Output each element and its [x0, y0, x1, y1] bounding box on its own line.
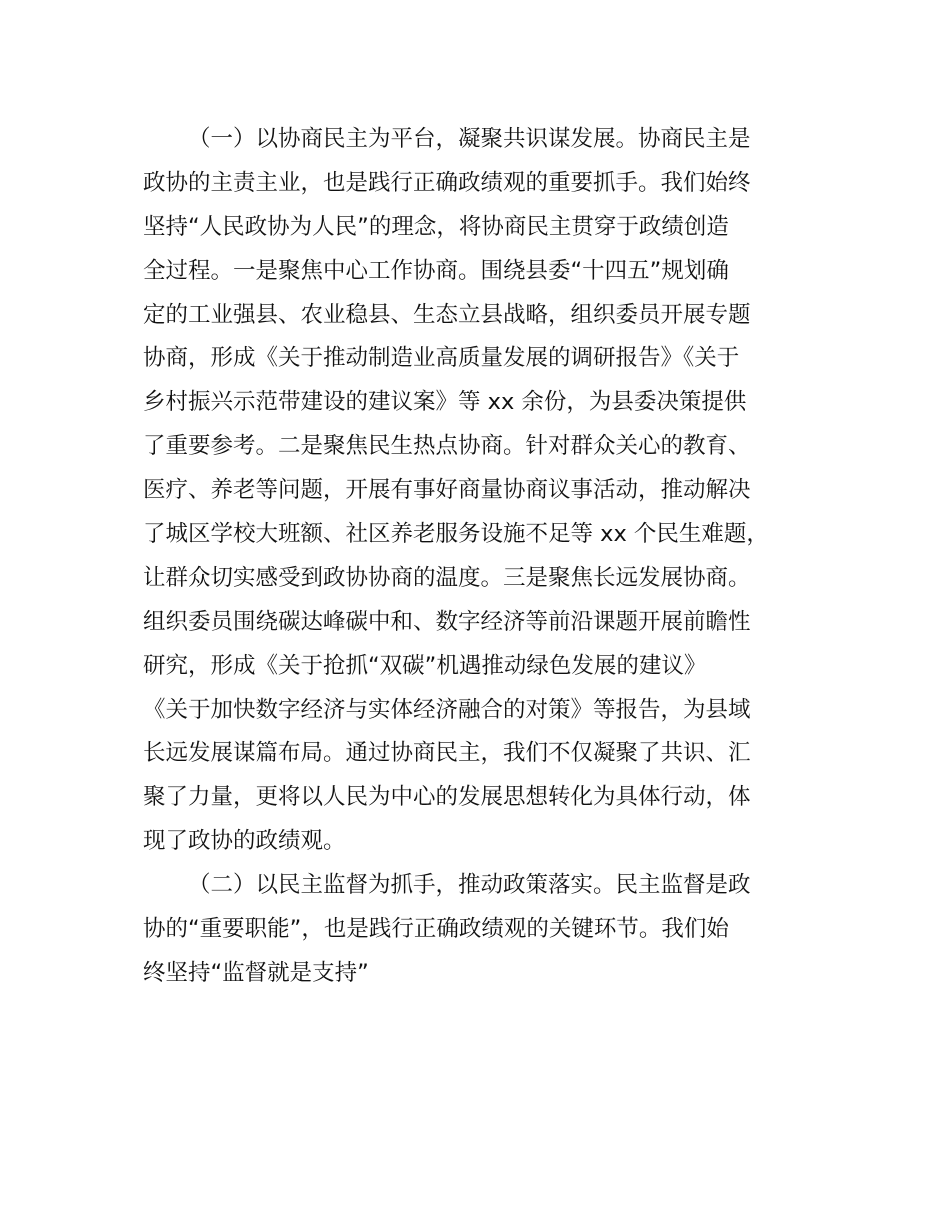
text-line: （二）以民主监督为抓手，推动政策落实。民主监督是政	[188, 872, 751, 899]
text-line: 协的“重要职能”，也是践行正确政绩观的关键环节。我们始	[143, 916, 729, 943]
text-line: 坚持“人民政协为人民”的理念，将协商民主贯穿于政绩创造	[143, 213, 729, 240]
text-line: 了城区学校大班额、社区养老服务设施不足等 xx 个民生难题，	[143, 521, 769, 548]
paragraph-2	[143, 864, 863, 996]
text-line: 终坚持“监督就是支持”	[143, 959, 369, 986]
text-line: 定的工业强县、农业稳县、生态立县战略，组织委员开展专题	[143, 301, 751, 328]
text-line: 政协的主责主业，也是践行正确政绩观的重要抓手。我们始终	[143, 169, 751, 196]
paragraph-1	[143, 118, 863, 864]
text-line: 长远发展谋篇布局。通过协商民主，我们不仅凝聚了共识、汇	[143, 740, 751, 767]
text-line: 让群众切实感受到政协协商的温度。三是聚焦长远发展协商。	[143, 564, 751, 591]
document-body	[143, 118, 863, 996]
text-line: 全过程。一是聚焦中心工作协商。围绕县委“十四五”规划确	[143, 257, 729, 284]
text-line: 了重要参考。二是聚焦民生热点协商。针对群众关心的教育、	[143, 433, 751, 460]
text-line: 《关于加快数字经济与实体经济融合的对策》等报告，为县域	[143, 696, 751, 723]
text-line: 协商，形成《关于推动制造业高质量发展的调研报告》《关于	[143, 345, 740, 372]
text-line: 研究，形成《关于抢抓“双碳”机遇推动绿色发展的建议》	[143, 652, 707, 679]
text-line: 医疗、养老等问题，开展有事好商量协商议事活动，推动解决	[143, 477, 751, 504]
text-line: 组织委员围绕碳达峰碳中和、数字经济等前沿课题开展前瞻性	[143, 608, 751, 635]
text-line: 现了政协的政绩观。	[143, 828, 346, 855]
text-line: （一）以协商民主为平台，凝聚共识谋发展。协商民主是	[188, 126, 751, 152]
text-line: 乡村振兴示范带建设的建议案》等 xx 余份，为县委决策提供	[143, 389, 747, 416]
text-line: 聚了力量，更将以人民为中心的发展思想转化为具体行动，体	[143, 784, 751, 811]
